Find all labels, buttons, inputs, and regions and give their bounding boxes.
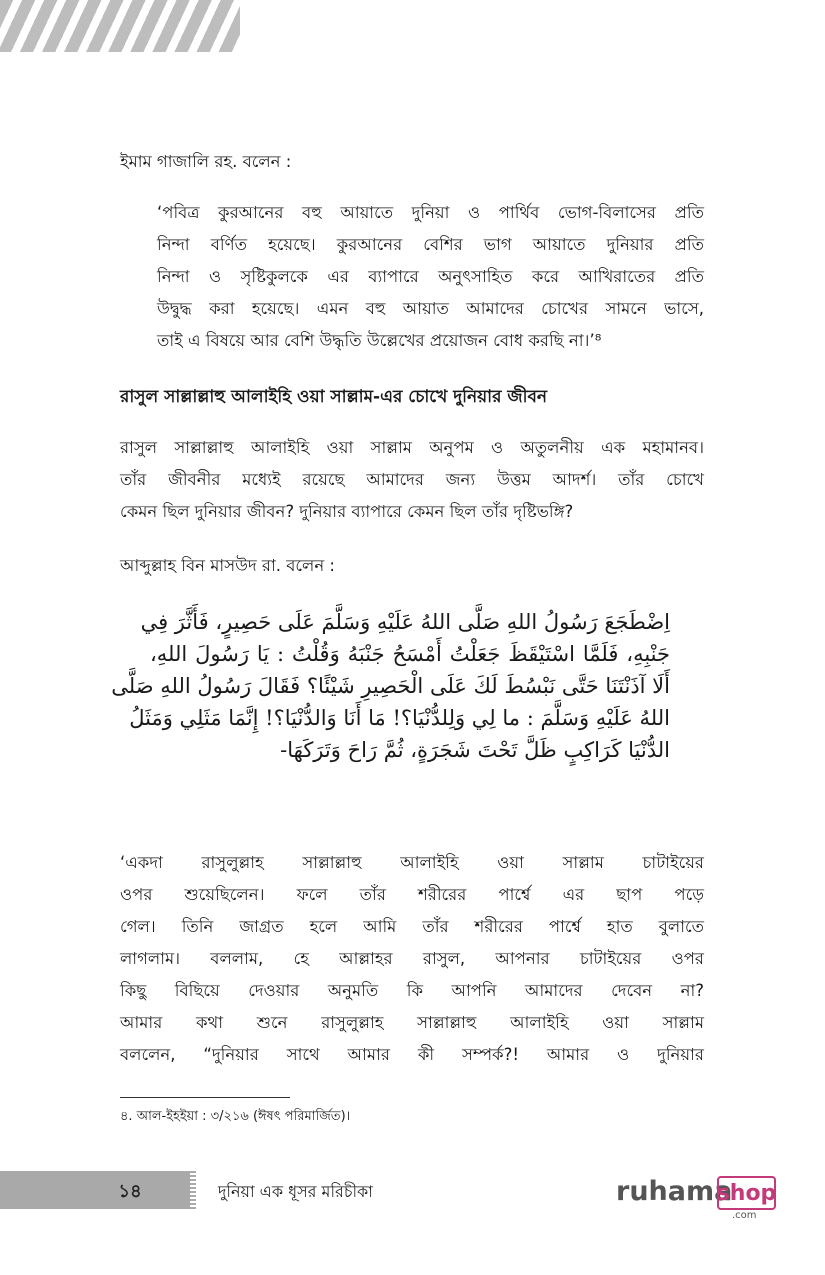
header-stripes bbox=[0, 0, 240, 52]
intro-ghazali bbox=[120, 146, 704, 178]
translation-line: লাগলাম। বললাম, হে আল্লাহর রাসুল, আপনার চাটাইয়ের ওপর bbox=[120, 949, 704, 968]
paragraph-prophet bbox=[120, 432, 704, 528]
paragraph-line: রাসুল সাল্লাল্লাহু আলাইহি ওয়া সাল্লাম অনুপম ও অতুলনীয় এক মহামানব। bbox=[120, 438, 704, 457]
logo-word: ruhama bbox=[616, 1176, 733, 1207]
section-heading: রাসুল সাল্লাল্লাহু আলাইহি ওয়া সাল্লাম-এর চোখে দুনিয়ার জীবন bbox=[120, 387, 548, 407]
intro-ibn-masud bbox=[120, 550, 704, 582]
quote-line: নিন্দা ও সৃষ্টিকুলকে এর ব্যাপারে অনুৎসাহিত করে আখিরাতের প্রতি bbox=[157, 267, 704, 286]
translation-line: ওপর শুয়েছিলেন। ফলে তাঁর শরীরের পার্শ্বে এর ছাপ পড়ে bbox=[120, 885, 704, 904]
page-number: ১৪ bbox=[118, 1181, 142, 1202]
footer-band bbox=[0, 1171, 190, 1209]
arabic-line: جَنْبِهِ، فَلَمَّا اسْتَيْقَظَ جَعَلْتُ أَمْسَحُ جَنْبَهُ وَقُلْتُ : يَا رَسُولَ اللهِ، bbox=[150, 642, 670, 666]
footnote-divider bbox=[120, 1097, 290, 1098]
quote-line: তাই এ বিষয়ে আর বেশি উদ্ধৃতি উল্লেখের প্রয়োজন বোধ করছি না।’⁸ bbox=[157, 331, 602, 350]
quote-line: নিন্দা বর্ণিত হয়েছে। কুরআনের বেশির ভাগ আয়াতে দুনিয়ার প্রতি bbox=[157, 235, 704, 254]
logo-shop: shop bbox=[716, 1180, 777, 1206]
arabic-line: أَلَا آذَنْتَنَا حَتَّى نَبْسُطَ لَكَ عَلَى الْحَصِيرِ شَيْئًا؟ فَقَالَ رَسُولُ اللهِ صَلَّى bbox=[111, 674, 670, 698]
hadith-translation bbox=[120, 847, 704, 1071]
arabic-line: الدُّنْيَا كَرَاكِبٍ ظَلَّ تَحْتَ شَجَرَةٍ، ثُمَّ رَاحَ وَتَرَكَهَا- bbox=[280, 738, 670, 762]
intro-line: ইমাম গাজালি রহ. বলেন : bbox=[120, 152, 292, 171]
translation-line: ‘একদা রাসুলুল্লাহ সাল্লাল্লাহু আলাইহি ওয়া সাল্লাম চাটাইয়ের bbox=[120, 853, 704, 872]
footnote: ৪. আল-ইহইয়া : ৩/২১৬ (ঈষৎ পরিমার্জিত)। bbox=[120, 1109, 351, 1124]
translation-line: বললেন, “দুনিয়ার সাথে আমার কী সম্পর্ক?! আমার ও দুনিয়ার bbox=[120, 1045, 704, 1064]
ruhama-shop-logo bbox=[616, 1176, 776, 1226]
arabic-hadith bbox=[111, 606, 670, 766]
quote-line: ‘পবিত্র কুরআনের বহু আয়াতে দুনিয়া ও পার্থিব ভোগ-বিলাসের প্রতি bbox=[157, 203, 704, 222]
paragraph-line: কেমন ছিল দুনিয়ার জীবন? দুনিয়ার ব্যাপারে কেমন ছিল তাঁর দৃষ্টিভঙ্গি? bbox=[120, 502, 574, 521]
intro-line: আব্দুল্লাহ বিন মাসউদ রা. বলেন : bbox=[120, 556, 335, 575]
ghazali-quote bbox=[157, 197, 704, 357]
paragraph-line: তাঁর জীবনীর মধ্যেই রয়েছে আমাদের জন্য উত্তম আদর্শ। তাঁর চোখে bbox=[120, 470, 704, 489]
arabic-line: اللهُ عَلَيْهِ وَسَلَّمَ : ما لِي وَلِلدُّنْيَا؟! مَا أَنَا وَالدُّنْيَا؟! إِنَّمَا مَثَلِي وَمَثَلُ bbox=[129, 706, 670, 730]
translation-line: আমার কথা শুনে রাসুলুল্লাহ সাল্লাল্লাহু আলাইহি ওয়া সাল্লাম bbox=[120, 1013, 704, 1032]
running-title: দুনিয়া এক ধূসর মরিচীকা bbox=[218, 1182, 373, 1201]
logo-com: .com bbox=[732, 1210, 757, 1221]
quote-line: উদ্বুদ্ধ করা হয়েছে। এমন বহু আয়াত আমাদের চোখের সামনে ভাসে, bbox=[157, 299, 704, 318]
logo-shop-box bbox=[717, 1176, 776, 1210]
arabic-line: اِضْطَجَعَ رَسُولُ اللهِ صَلَّى اللهُ عَلَيْهِ وَسَلَّمَ عَلَى حَصِيرٍ، فَأَثَّرَ فِي bbox=[140, 610, 670, 634]
translation-line: গেল। তিনি জাগ্রত হলে আমি তাঁর শরীরের পার্শ্বে হাত বুলাতে bbox=[120, 917, 704, 936]
translation-line: কিছু বিছিয়ে দেওয়ার অনুমতি কি আপনি আমাদের দেবেন না? bbox=[120, 981, 704, 1000]
